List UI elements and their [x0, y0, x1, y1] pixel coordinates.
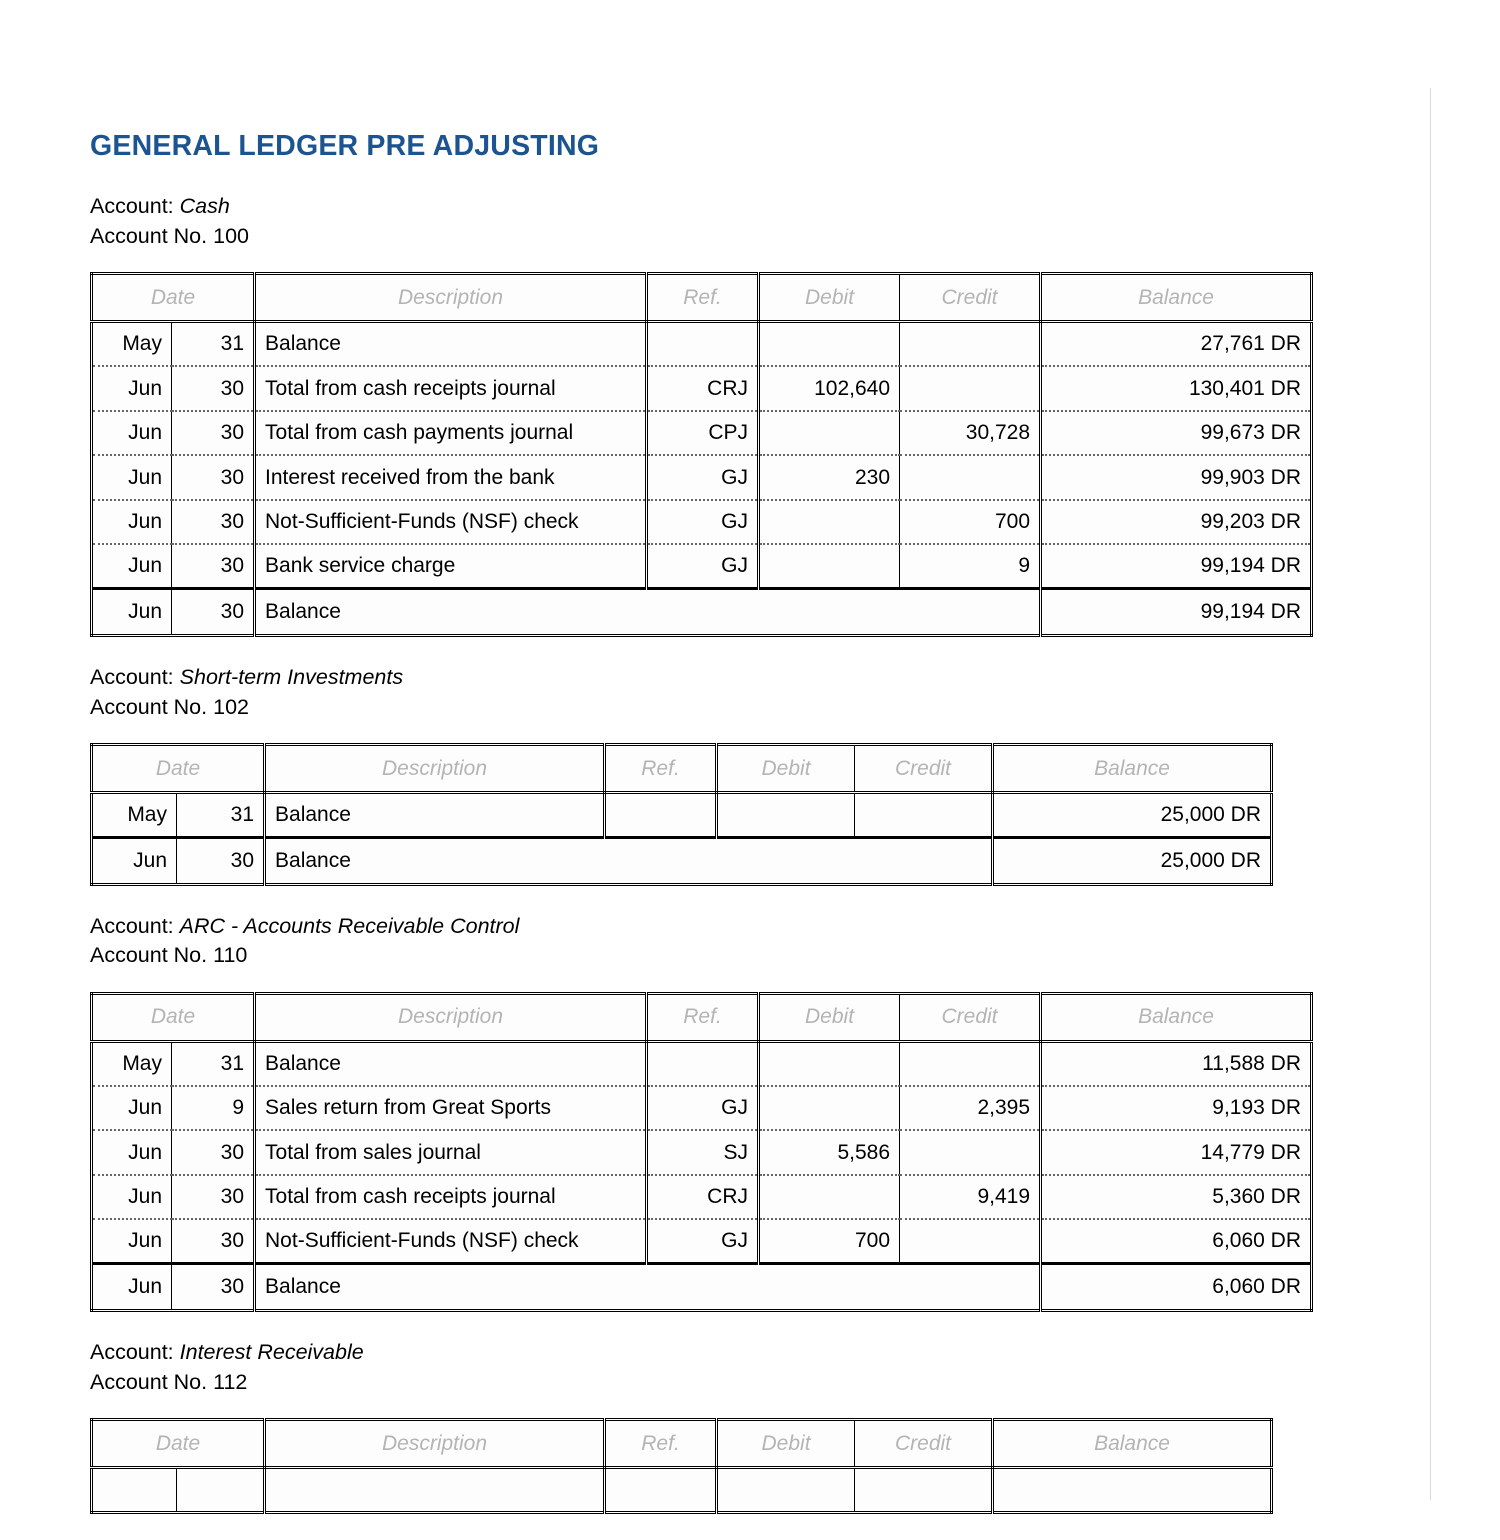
cell-day: 31 — [177, 793, 265, 838]
cell-balance: 27,761 DR — [1041, 322, 1312, 367]
account-name: Cash — [179, 194, 230, 219]
column-header-credit: Credit — [855, 745, 993, 793]
account-no-label: Account No. — [90, 223, 208, 248]
cell-description: Balance — [255, 1264, 1041, 1311]
cell-ref — [605, 1468, 717, 1513]
cell-month: May — [92, 322, 172, 367]
column-header-ref: Ref. — [605, 745, 717, 793]
column-header-ref: Ref. — [605, 1420, 717, 1468]
cell-description: Total from cash receipts journal — [255, 366, 647, 411]
table-row — [92, 322, 1312, 367]
cell-description: Bank service charge — [255, 544, 647, 589]
table-row — [92, 1219, 1312, 1264]
cell-day: 30 — [172, 1175, 255, 1220]
cell-day: 30 — [177, 837, 265, 884]
column-header-balance: Balance — [993, 1420, 1272, 1468]
column-header-balance: Balance — [1041, 274, 1312, 322]
account-name: Short-term Investments — [179, 665, 404, 690]
cell-day: 30 — [172, 544, 255, 589]
cell-day: 31 — [172, 1041, 255, 1086]
cell-description: Balance — [265, 793, 605, 838]
cell-day: 30 — [172, 500, 255, 545]
cell-balance: 99,673 DR — [1041, 411, 1312, 456]
table-row — [92, 544, 1312, 589]
cell-description: Interest received from the bank — [255, 455, 647, 500]
cell-day: 30 — [172, 1264, 255, 1311]
account-no-label: Account No. — [90, 943, 208, 968]
closing-balance-row — [92, 1264, 1312, 1311]
table-row — [92, 500, 1312, 545]
account-heading-interest-receivable — [90, 1338, 1330, 1397]
table-row — [92, 411, 1312, 456]
page-title: GENERAL LEDGER PRE ADJUSTING — [90, 130, 600, 162]
column-header-credit: Credit — [900, 993, 1041, 1041]
cell-description: Balance — [255, 589, 1041, 636]
column-header-debit: Debit — [759, 274, 900, 322]
account-number: 110 — [213, 943, 248, 968]
cell-ref: GJ — [647, 500, 759, 545]
cell-debit — [759, 544, 900, 589]
table-row — [92, 1468, 1272, 1513]
cell-month — [92, 1468, 177, 1513]
column-header-date: Date — [92, 745, 265, 793]
cell-balance — [993, 1468, 1272, 1513]
account-label: Account: — [90, 1340, 174, 1365]
cell-description: Total from sales journal — [255, 1130, 647, 1175]
column-header-description: Description — [265, 1420, 605, 1468]
column-header-description: Description — [265, 745, 605, 793]
document-body — [90, 131, 1330, 1540]
table-row — [92, 1041, 1312, 1086]
cell-day: 30 — [172, 1219, 255, 1264]
account-number: 112 — [213, 1369, 248, 1394]
cell-credit — [855, 1468, 993, 1513]
account-name: Interest Receivable — [179, 1340, 364, 1365]
column-header-debit: Debit — [717, 1420, 855, 1468]
cell-balance: 6,060 DR — [1041, 1264, 1312, 1311]
cell-description: Balance — [255, 322, 647, 367]
cell-ref — [647, 322, 759, 367]
column-header-balance: Balance — [993, 745, 1272, 793]
cell-balance: 25,000 DR — [993, 837, 1272, 884]
cell-day — [177, 1468, 265, 1513]
closing-balance-row — [92, 837, 1272, 884]
account-label: Account: — [90, 665, 174, 690]
cell-debit — [759, 1175, 900, 1220]
cell-description: Total from cash receipts journal — [255, 1175, 647, 1220]
cell-ref: GJ — [647, 1219, 759, 1264]
cell-month: May — [92, 1041, 172, 1086]
cell-day: 30 — [172, 366, 255, 411]
cell-ref — [605, 793, 717, 838]
cell-ref — [647, 1041, 759, 1086]
column-header-credit: Credit — [855, 1420, 993, 1468]
cell-month: Jun — [92, 1175, 172, 1220]
account-label: Account: — [90, 913, 174, 938]
cell-balance: 11,588 DR — [1041, 1041, 1312, 1086]
cell-debit — [759, 1041, 900, 1086]
column-header-description: Description — [255, 274, 647, 322]
cell-ref: SJ — [647, 1130, 759, 1175]
table-row — [92, 455, 1312, 500]
cell-balance: 99,194 DR — [1041, 589, 1312, 636]
cell-month: Jun — [92, 1130, 172, 1175]
cell-credit: 700 — [900, 500, 1041, 545]
cell-ref: CRJ — [647, 366, 759, 411]
cell-debit — [759, 322, 900, 367]
cell-debit — [717, 793, 855, 838]
column-header-debit: Debit — [717, 745, 855, 793]
cell-balance: 6,060 DR — [1041, 1219, 1312, 1264]
cell-description: Not-Sufficient-Funds (NSF) check — [255, 1219, 647, 1264]
table-row — [92, 1130, 1312, 1175]
account-number: 100 — [213, 223, 249, 248]
column-header-ref: Ref. — [647, 993, 759, 1041]
cell-description: Not-Sufficient-Funds (NSF) check — [255, 500, 647, 545]
cell-month: Jun — [92, 589, 172, 636]
cell-debit: 700 — [759, 1219, 900, 1264]
cell-balance: 99,903 DR — [1041, 455, 1312, 500]
table-header-row — [92, 993, 1312, 1041]
ledger-table-short-term-investments — [90, 743, 1273, 886]
cell-debit — [759, 411, 900, 456]
ledger-table-cash — [90, 272, 1313, 637]
cell-month: Jun — [92, 1219, 172, 1264]
cell-month: Jun — [92, 544, 172, 589]
cell-credit — [900, 322, 1041, 367]
account-heading-cash — [90, 192, 1330, 251]
cell-month: Jun — [92, 1264, 172, 1311]
column-header-ref: Ref. — [647, 274, 759, 322]
table-row — [92, 1175, 1312, 1220]
table-row — [92, 793, 1272, 838]
cell-credit: 2,395 — [900, 1086, 1041, 1131]
cell-credit — [855, 793, 993, 838]
account-heading-arc — [90, 912, 1330, 971]
cell-debit: 5,586 — [759, 1130, 900, 1175]
table-row — [92, 366, 1312, 411]
column-header-date: Date — [92, 1420, 265, 1468]
cell-month: May — [92, 793, 177, 838]
cell-balance: 5,360 DR — [1041, 1175, 1312, 1220]
cell-balance: 14,779 DR — [1041, 1130, 1312, 1175]
cell-month: Jun — [92, 500, 172, 545]
cell-month: Jun — [92, 837, 177, 884]
column-header-date: Date — [92, 993, 255, 1041]
cell-debit — [759, 500, 900, 545]
column-header-description: Description — [255, 993, 647, 1041]
cell-credit — [900, 1041, 1041, 1086]
table-header-row — [92, 745, 1272, 793]
cell-description: Balance — [265, 837, 993, 884]
cell-credit: 9 — [900, 544, 1041, 589]
table-header-row — [92, 1420, 1272, 1468]
cell-ref: CRJ — [647, 1175, 759, 1220]
table-row — [92, 1086, 1312, 1131]
cell-credit — [900, 1219, 1041, 1264]
cell-description: Balance — [255, 1041, 647, 1086]
cell-balance: 9,193 DR — [1041, 1086, 1312, 1131]
cell-day: 30 — [172, 1130, 255, 1175]
table-header-row — [92, 274, 1312, 322]
cell-balance: 25,000 DR — [993, 793, 1272, 838]
cell-debit — [759, 1086, 900, 1131]
page-edge-line — [1430, 88, 1431, 1500]
cell-day: 30 — [172, 411, 255, 456]
cell-credit: 30,728 — [900, 411, 1041, 456]
cell-day: 31 — [172, 322, 255, 367]
cell-ref: CPJ — [647, 411, 759, 456]
column-header-date: Date — [92, 274, 255, 322]
cell-debit: 102,640 — [759, 366, 900, 411]
cell-month: Jun — [92, 455, 172, 500]
account-number: 102 — [213, 694, 249, 719]
closing-balance-row — [92, 589, 1312, 636]
account-name: ARC - Accounts Receivable Control — [179, 913, 520, 938]
cell-balance: 99,194 DR — [1041, 544, 1312, 589]
cell-month: Jun — [92, 411, 172, 456]
cell-day: 9 — [172, 1086, 255, 1131]
column-header-credit: Credit — [900, 274, 1041, 322]
cell-credit — [900, 1130, 1041, 1175]
cell-ref: GJ — [647, 1086, 759, 1131]
column-header-debit: Debit — [759, 993, 900, 1041]
cell-month: Jun — [92, 1086, 172, 1131]
cell-description — [265, 1468, 605, 1513]
cell-credit — [900, 455, 1041, 500]
cell-day: 30 — [172, 589, 255, 636]
cell-balance: 99,203 DR — [1041, 500, 1312, 545]
account-label: Account: — [90, 194, 174, 219]
account-heading-short-term-investments — [90, 663, 1330, 722]
ledger-table-arc — [90, 992, 1313, 1313]
cell-day: 30 — [172, 455, 255, 500]
cell-credit — [900, 366, 1041, 411]
cell-debit: 230 — [759, 455, 900, 500]
cell-description: Total from cash payments journal — [255, 411, 647, 456]
cell-balance: 130,401 DR — [1041, 366, 1312, 411]
account-no-label: Account No. — [90, 694, 208, 719]
cell-debit — [717, 1468, 855, 1513]
column-header-balance: Balance — [1041, 993, 1312, 1041]
cell-ref: GJ — [647, 455, 759, 500]
cell-ref: GJ — [647, 544, 759, 589]
cell-description: Sales return from Great Sports — [255, 1086, 647, 1131]
cell-credit: 9,419 — [900, 1175, 1041, 1220]
cell-month: Jun — [92, 366, 172, 411]
account-no-label: Account No. — [90, 1369, 208, 1394]
